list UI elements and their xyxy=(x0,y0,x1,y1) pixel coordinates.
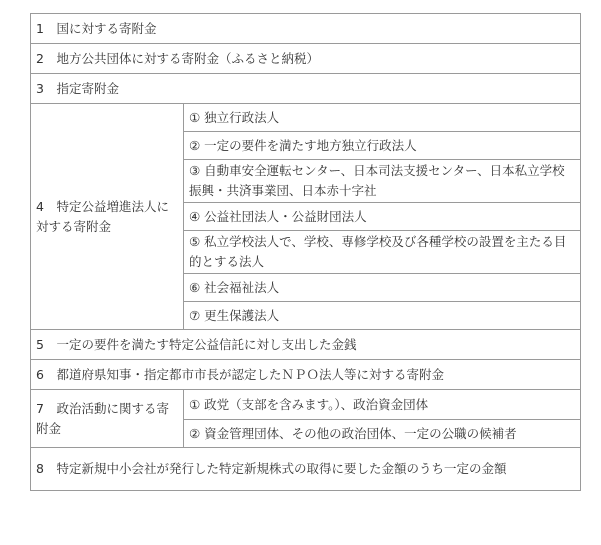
item-5-cell: 5 一定の要件を満たす特定公益信託に対し支出した金銭 xyxy=(31,330,581,360)
item-7-sub-2-cell: ② 資金管理団体、その他の政治団体、一定の公職の候補者 xyxy=(184,420,581,448)
table-row xyxy=(31,44,581,74)
item-4-sub-2-cell: ② 一定の要件を満たす地方独立行政法人 xyxy=(184,132,581,160)
table-row xyxy=(31,14,581,44)
item-1-cell: 1 国に対する寄附金 xyxy=(31,14,581,44)
table-row xyxy=(31,390,581,420)
item-4-sub-1-cell: ① 独立行政法人 xyxy=(184,104,581,132)
item-6-cell: 6 都道府県知事・指定都市市長が認定したＮＰＯ法人等に対する寄附金 xyxy=(31,360,581,390)
item-4-sub-3-cell: ③ 自動車安全運転センター、日本司法支援センター、日本私立学校振興・共済事業団、日本赤十字社 xyxy=(184,160,581,203)
table-row xyxy=(31,448,581,491)
item-4-label-cell: 4 特定公益増進法人に対する寄附金 xyxy=(31,104,184,330)
table-row xyxy=(31,74,581,104)
item-2-cell: 2 地方公共団体に対する寄附金（ふるさと納税） xyxy=(31,44,581,74)
item-4-sub-6-cell: ⑥ 社会福祉法人 xyxy=(184,274,581,302)
item-7-label-cell: 7 政治活動に関する寄附金 xyxy=(31,390,184,448)
item-7-sub-1-cell: ① 政党（支部を含みます。）、政治資金団体 xyxy=(184,390,581,420)
item-4-sub-7-cell: ⑦ 更生保護法人 xyxy=(184,302,581,330)
table-row xyxy=(31,104,581,132)
item-4-sub-5-cell: ⑤ 私立学校法人で、学校、専修学校及び各種学校の設置を主たる目的とする法人 xyxy=(184,231,581,274)
item-8-cell: 8 特定新規中小会社が発行した特定新規株式の取得に要した金額のうち一定の金額 xyxy=(31,448,581,491)
item-4-sub-4-cell: ④ 公益社団法人・公益財団法人 xyxy=(184,203,581,231)
table-row xyxy=(31,360,581,390)
table-row xyxy=(31,330,581,360)
donation-types-table xyxy=(30,13,581,491)
item-3-cell: 3 指定寄附金 xyxy=(31,74,581,104)
